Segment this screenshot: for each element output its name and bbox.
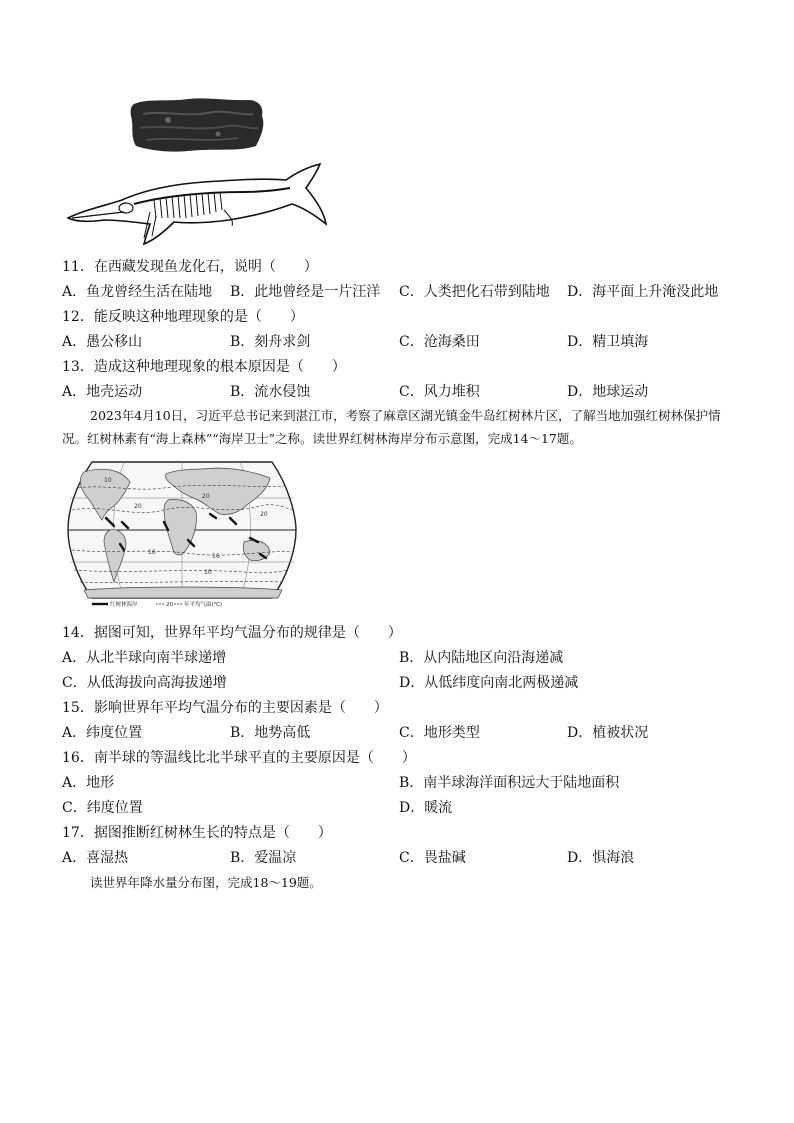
question-13-option-b[interactable]: B．流水侵蚀 [230,384,311,400]
question-15-option-c[interactable]: C．地形类型 [399,725,480,741]
isotherm-label: 10 [104,477,112,484]
question-11-option-b[interactable]: B．此地曾经是一片汪洋 [230,284,381,300]
isotherm-label: 20 [260,511,268,518]
question-16-stem: 16．南半球的等温线比北半球平直的主要原因是（ ） [62,750,416,766]
question-13-option-d[interactable]: D．地球运动 [567,384,649,400]
question-14-option-d[interactable]: D．从低纬度向南北两极递减 [399,675,579,691]
lead-18-19: 读世界年降水量分布图，完成18～19题。 [90,875,322,890]
question-12-option-d[interactable]: D．精卫填海 [567,334,649,350]
legend-mangrove-label: 红树林海岸 [110,602,138,608]
fossil-photo [128,96,268,154]
question-11-stem: 11．在西藏发现鱼龙化石，说明（ ） [62,259,318,275]
question-12-option-c[interactable]: C．沧海桑田 [399,334,480,350]
question-17-option-c[interactable]: C．畏盐碱 [399,850,466,866]
question-13-option-c[interactable]: C．风力堆积 [399,384,480,400]
question-17-stem: 17．据图推断红树林生长的特点是（ ） [62,825,332,841]
question-13-option-a[interactable]: A．地壳运动 [62,384,143,400]
question-12-option-a[interactable]: A．愚公移山 [62,334,143,350]
legend-isotherm-value: 20 [166,602,173,608]
question-12-option-b[interactable]: B．刻舟求剑 [230,334,311,350]
passage-14-17 [62,404,732,450]
question-15-stem: 15．影响世界年平均气温分布的主要因素是（ ） [62,700,388,716]
world-mangrove-map [64,458,300,608]
legend-isotherm-label: 年平均气温(℃) [184,602,222,608]
isotherm-label: 10 [204,569,212,576]
question-17-option-b[interactable]: B．爱温凉 [230,850,297,866]
question-16-option-a[interactable]: A．地形 [62,775,115,791]
question-14-option-a[interactable]: A．从北半球向南半球递增 [62,650,227,666]
passage-text: 2023年4月10日，习近平总书记来到湛江市，考察了麻章区湖光镇金牛岛红树林片区，了解当地加强红树林保护情况。红树林素有“海上森林”“海岸卫士”之称。读世界红树林海岸分布示意图，完成14～17题。 [62,408,721,446]
isotherm-label: 20 [134,503,142,510]
question-17-option-d[interactable]: D．惧海浪 [567,850,635,866]
question-16-option-b[interactable]: B．南半球海洋面积远大于陆地面积 [399,775,620,791]
question-16-option-d[interactable]: D．暖流 [399,800,453,816]
ichthyosaur-drawing [64,160,336,248]
isotherm-label: 16 [148,549,156,556]
question-14-option-b[interactable]: B．从内陆地区向沿海递减 [399,650,564,666]
question-14-stem: 14．据图可知，世界年平均气温分布的规律是（ ） [62,625,402,641]
isotherm-label: 20 [202,493,210,500]
question-13-stem: 13．造成这种地理现象的根本原因是（ ） [62,359,346,375]
question-15-option-d[interactable]: D．植被状况 [567,725,649,741]
question-11-option-c[interactable]: C．人类把化石带到陆地 [399,284,550,300]
question-16-option-c[interactable]: C．纬度位置 [62,800,143,816]
question-15-option-a[interactable]: A．纬度位置 [62,725,143,741]
isotherm-label: 16 [212,553,220,560]
question-17-option-a[interactable]: A．喜湿热 [62,850,129,866]
question-15-option-b[interactable]: B．地势高低 [230,725,311,741]
question-11-option-d[interactable]: D．海平面上升淹没此地 [567,284,719,300]
question-14-option-c[interactable]: C．从低海拔向高海拔递增 [62,675,227,691]
question-12-stem: 12．能反映这种地理现象的是（ ） [62,309,304,325]
question-11-option-a[interactable]: A．鱼龙曾经生活在陆地 [62,284,213,300]
